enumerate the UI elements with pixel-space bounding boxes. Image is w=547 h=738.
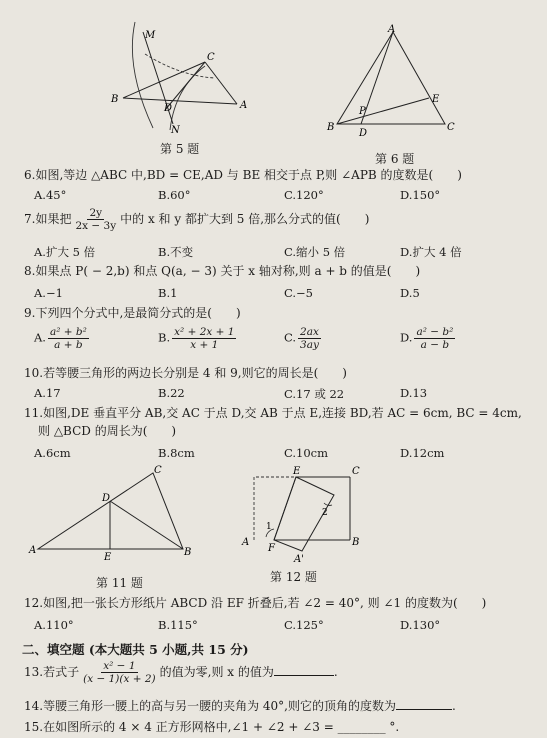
q13-answer-blank[interactable] <box>274 664 334 676</box>
label-e: E <box>432 94 440 105</box>
label-d: D <box>164 103 173 114</box>
label-m: M <box>145 30 156 41</box>
figure-6-diagram <box>325 22 465 140</box>
q12-option-c[interactable]: C.125° <box>284 618 324 632</box>
q9-option-d[interactable] <box>400 326 457 351</box>
label-b: B <box>352 537 360 548</box>
q7-option-a[interactable]: A.扩大 5 倍 <box>34 245 96 259</box>
triangle-abc <box>337 32 445 124</box>
q11-option-c[interactable]: C.10cm <box>284 446 329 460</box>
q11-option-a[interactable]: A.6cm <box>34 446 71 460</box>
q14-end: . <box>452 699 456 713</box>
question-14-stem <box>24 698 456 714</box>
q6-option-d[interactable]: D.150° <box>400 188 441 202</box>
q10-option-b[interactable]: B.22 <box>158 386 185 400</box>
q8-option-a[interactable]: A.−1 <box>34 286 63 300</box>
label-e: E <box>104 552 112 563</box>
q13-pre: 13.若式子 <box>24 665 80 679</box>
q11-option-d[interactable]: D.12cm <box>400 446 445 460</box>
label-c: C <box>207 52 215 63</box>
q9-c-den: 3ay <box>300 339 319 351</box>
label-b: B <box>184 547 192 558</box>
label-d: D <box>359 128 368 139</box>
q7-pre: 7.如果把 <box>24 212 72 226</box>
q9-option-a[interactable] <box>34 326 91 351</box>
q9-b-num: x² + 2x + 1 <box>174 326 235 338</box>
q9-d-label: D. <box>400 330 413 345</box>
q9-a-label: A. <box>34 330 46 345</box>
q10-option-c[interactable]: C.17 或 22 <box>284 387 345 401</box>
q7-numerator: 2y <box>89 207 103 219</box>
label-a: A <box>29 545 37 556</box>
q6-option-a[interactable]: A.45° <box>34 188 67 202</box>
angle-2-arc <box>324 503 332 505</box>
label-n: N <box>171 125 180 136</box>
figure-12-caption: 第 12 题 <box>270 570 317 584</box>
question-11-stem-line1: 11.如图,DE 垂直平分 AB,交 AC 于点 D,交 AB 于点 E,连接 BD,若 AC = 6cm, BC = 4cm, <box>24 406 522 420</box>
q9-c-num: 2ax <box>300 326 319 338</box>
figure-11-diagram <box>28 463 203 563</box>
q7-post: 中的 x 和 y 都扩大到 5 倍,那么分式的值( ) <box>120 212 370 226</box>
question-7-stem <box>24 207 369 232</box>
q12-option-d[interactable]: D.130° <box>400 618 441 632</box>
question-11-stem-line2: 则 △BCD 的周长为( ) <box>38 424 177 438</box>
q12-option-a[interactable]: A.110° <box>34 618 74 632</box>
q13-end: . <box>333 665 338 679</box>
q9-a-num: a² + b² <box>49 326 87 338</box>
q7-denominator: 2x − 3y <box>75 220 117 232</box>
q12-option-b[interactable]: B.115° <box>158 618 198 632</box>
label-b: B <box>327 122 335 133</box>
question-9-stem: 9.下列四个分式中,是最简分式的是( ) <box>24 306 241 320</box>
q14-answer-blank[interactable] <box>396 698 452 710</box>
q9-d-num: a² − b² <box>416 326 454 338</box>
q9-option-b[interactable] <box>158 326 238 351</box>
label-p: P <box>359 106 366 117</box>
label-a-prime: A' <box>294 554 304 565</box>
q13-fraction <box>81 660 158 685</box>
q9-option-c[interactable] <box>284 326 323 351</box>
figure-5-caption: 第 5 题 <box>160 142 200 156</box>
figure-12-diagram <box>238 463 378 569</box>
figure-6-caption: 第 6 题 <box>375 152 415 166</box>
label-a: A <box>240 100 248 111</box>
q7-option-b[interactable]: B.不变 <box>158 245 194 259</box>
label-c: C <box>352 466 360 477</box>
q6-option-b[interactable]: B.60° <box>158 188 191 202</box>
question-12-stem: 12.如图,把一张长方形纸片 ABCD 沿 EF 折叠后,若 ∠2 = 40°, 则 ∠1 的度数为( ) <box>24 596 487 610</box>
question-8-stem: 8.如果点 P( − 2,b) 和点 Q(a, − 3) 关于 x 轴对称,则 a + b 的值是( ) <box>24 264 421 278</box>
q13-post: 的值为零,则 x 的值为 <box>159 665 274 679</box>
label-e: E <box>293 466 301 477</box>
figure-11-caption: 第 11 题 <box>96 576 143 590</box>
q9-b-den: x + 1 <box>190 339 219 351</box>
segment-ba <box>123 98 237 104</box>
label-angle-1: 1 <box>266 522 272 532</box>
q8-option-d[interactable]: D.5 <box>400 286 420 300</box>
segment-ca <box>205 62 237 104</box>
q14-text: 14.等腰三角形一腰上的高与另一腰的夹角为 40°,则它的顶角的度数为 <box>24 699 396 713</box>
q13-numerator: x² − 1 <box>103 660 136 672</box>
label-f: F <box>268 543 275 554</box>
figure-5-diagram <box>105 18 255 136</box>
q10-option-d[interactable]: D.13 <box>400 386 428 400</box>
q9-a-den: a + b <box>54 339 83 351</box>
q7-option-c[interactable]: C.缩小 5 倍 <box>284 245 346 259</box>
q9-d-den: a − b <box>420 339 450 351</box>
label-d: D <box>102 493 111 504</box>
segment-bc <box>123 62 205 98</box>
question-10-stem: 10.若等腰三角形的两边长分别是 4 和 9,则它的周长是( ) <box>24 366 347 380</box>
q13-denominator: (x − 1)(x + 2) <box>83 673 156 685</box>
label-angle-2: 2 <box>322 508 328 518</box>
label-a: A <box>388 24 396 35</box>
q8-option-c[interactable]: C.−5 <box>284 286 313 300</box>
q7-option-d[interactable]: D.扩大 4 倍 <box>400 245 462 259</box>
section-2-heading: 二、填空题 (本大题共 5 小题,共 15 分) <box>22 642 249 657</box>
segment-ad <box>361 32 393 124</box>
question-6-stem: 6.如图,等边 △ABC 中,BD = CE,AD 与 BE 相交于点 P,则 ∠APB 的度数是( ) <box>24 168 462 182</box>
q6-option-c[interactable]: C.120° <box>284 188 324 202</box>
dashed-unfolded-part <box>254 477 296 540</box>
q7-fraction <box>73 207 118 232</box>
q9-c-label: C. <box>284 330 297 345</box>
q10-option-a[interactable]: A.17 <box>34 386 61 400</box>
label-b: B <box>111 94 119 105</box>
label-c: C <box>154 465 162 476</box>
label-a: A <box>242 537 250 548</box>
label-c: C <box>447 122 455 133</box>
question-15-stem: 15.在如图所示的 4 × 4 正方形网格中,∠1 + ∠2 + ∠3 = ________ °. <box>24 720 400 734</box>
q9-b-label: B. <box>158 330 171 345</box>
q8-option-b[interactable]: B.1 <box>158 286 178 300</box>
segment-bd <box>110 501 183 549</box>
question-13-stem <box>24 660 338 685</box>
q11-option-b[interactable]: B.8cm <box>158 446 195 460</box>
